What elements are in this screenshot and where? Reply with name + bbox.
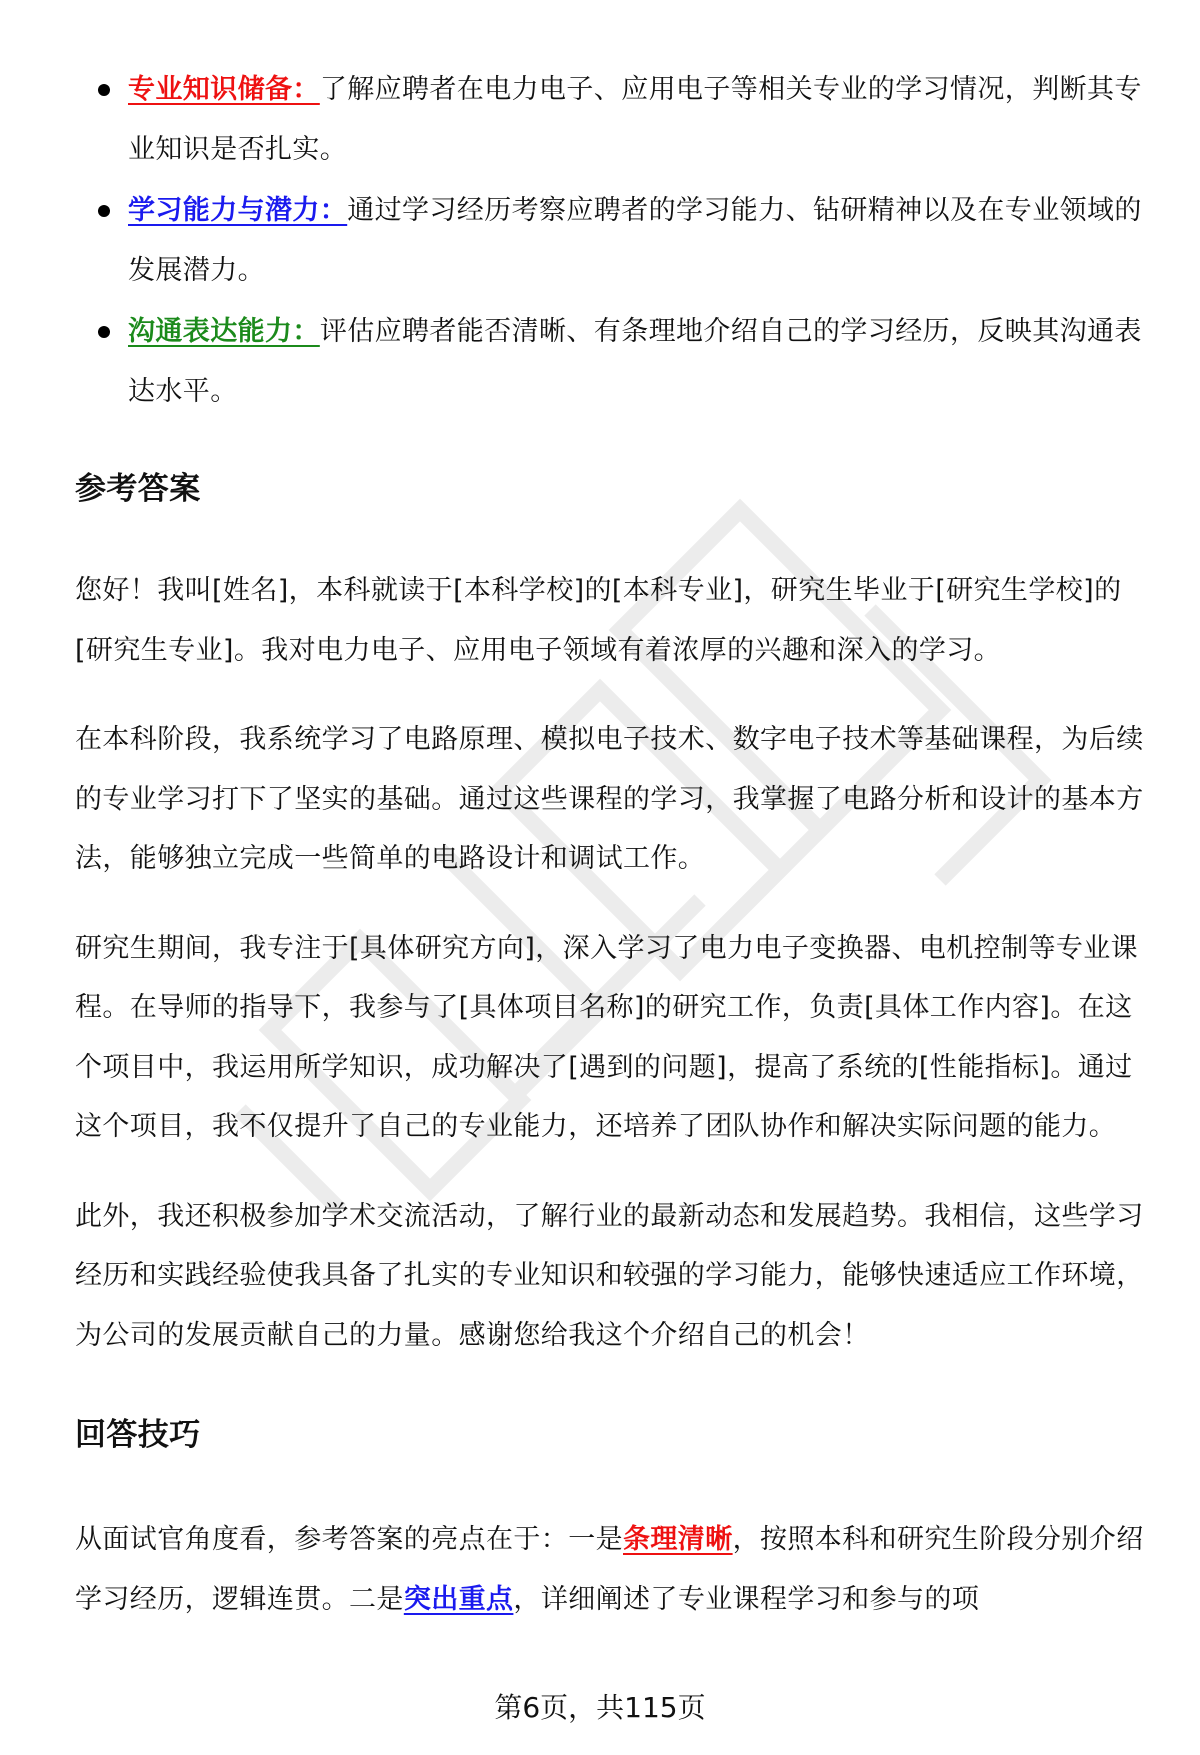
tips-text: 从面试官角度看，参考答案的亮点在于：一是 xyxy=(75,1524,623,1555)
list-item xyxy=(75,181,1150,300)
tips-text: ，详细阐述了专业课程学习和参与的项 xyxy=(513,1583,980,1615)
answer-paragraph: 此外，我还积极参加学术交流活动，了解行业的最新动态和发展趋势。我相信，这些学习经历和实践经验使我具备了扎实的专业知识和较强的学习能力，能够快速适应工作环境，为公司的发展贡献自己的力量。感谢您给我这个介绍自己的机会！ xyxy=(75,1200,1144,1351)
document-page xyxy=(75,60,1150,1629)
bullet-text: 评估应聘者能否清晰、有条理地介绍自己的学习经历，反映其沟通表达水平。 xyxy=(128,316,1142,407)
highlight-clear-structure: 条理清晰 xyxy=(623,1524,733,1555)
page-indicator: 第6页，共115页 xyxy=(494,1691,706,1724)
tips-paragraph xyxy=(75,1510,1150,1629)
evaluation-points-list xyxy=(75,60,1150,421)
bullet-text: 通过学习经历考察应聘者的学习能力、钻研精神以及在专业领域的发展潜力。 xyxy=(128,195,1142,286)
section-heading-reference-answer: 参考答案 xyxy=(75,471,201,507)
keyword-professional-knowledge: 专业知识储备： xyxy=(128,74,320,105)
answer-paragraph: 您好！我叫[姓名]，本科就读于[本科学校]的[本科专业]，研究生毕业于[研究生学校]的[研究生专业]。我对电力电子、应用电子领域有着浓厚的兴趣和深入的学习。 xyxy=(75,575,1122,666)
bullet-icon xyxy=(98,84,110,96)
answer-paragraph: 在本科阶段，我系统学习了电路原理、模拟电子技术、数字电子技术等基础课程，为后续的专业学习打下了坚实的基础。通过这些课程的学习，我掌握了电路分析和设计的基本方法，能够独立完成一些简单的电路设计和调试工作。 xyxy=(75,724,1144,874)
tips-text: ，按照本科和研究生阶段分别介绍学习经历，逻辑连贯。二是 xyxy=(75,1524,1144,1615)
bullet-icon xyxy=(98,205,110,217)
keyword-learning-ability: 学习能力与潜力： xyxy=(128,195,348,226)
highlight-key-points: 突出重点 xyxy=(403,1583,514,1615)
list-item xyxy=(75,302,1150,421)
section-heading-answer-tips: 回答技巧 xyxy=(75,1417,201,1453)
answer-paragraph: 研究生期间，我专注于[具体研究方向]，深入学习了电力电子变换器、电机控制等专业课程。在导师的指导下，我参与了[具体项目名称]的研究工作，负责[具体工作内容]。在这个项目中，我运用所学知识，成功解决了[遇到的问题]，提高了系统的[性能指标]。通过这个项目，我不仅提升了自己的专业能力，还培养了团队协作和解决实际问题的能力。 xyxy=(75,932,1139,1142)
list-item xyxy=(75,60,1150,179)
keyword-communication: 沟通表达能力： xyxy=(128,316,320,347)
bullet-text: 了解应聘者在电力电子、应用电子等相关专业的学习情况，判断其专业知识是否扎实。 xyxy=(128,74,1142,165)
bullet-icon xyxy=(98,326,110,338)
